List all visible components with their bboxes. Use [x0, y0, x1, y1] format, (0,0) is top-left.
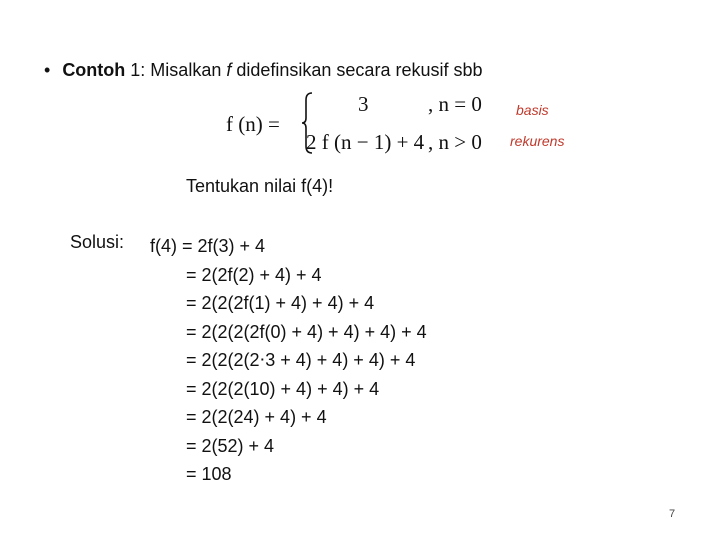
intro-bold: Contoh [62, 60, 126, 80]
solution-step: f(4) = 2f(3) + 4 [150, 236, 266, 256]
case1-condition: , n = 0 [428, 92, 482, 116]
solution-step: = 2(2(2(2f(0) + 4) + 4) + 4) + 4 [186, 321, 427, 342]
recursive-formula [226, 90, 526, 160]
intro-f: f [226, 60, 232, 80]
page-number: 7 [669, 508, 676, 520]
solution-step: = 2(2(2f(1) + 4) + 4) + 4 [186, 293, 375, 313]
case2-value: 2 f (n − 1) + 4 [306, 130, 425, 154]
solution-steps [150, 232, 427, 489]
basis-label: basis [516, 102, 549, 118]
solution-step: = 2(2f(2) + 4) + 4 [186, 264, 322, 285]
bullet-icon: • [44, 60, 51, 80]
case1-value: 3 [358, 92, 369, 116]
intro-rest: 1: Misalkan [125, 60, 227, 80]
intro-line [44, 60, 483, 81]
solution-step: = 2(2(2(2⋅3 + 4) + 4) + 4) + 4 [186, 350, 416, 370]
solution-step: = 2(2(24) + 4) + 4 [186, 407, 327, 427]
case2-condition: , n > 0 [428, 130, 482, 154]
formula-lhs: f (n) = [226, 112, 280, 136]
solution-label: Solusi: [70, 232, 125, 252]
task-text: Tentukan nilai f(4)! [186, 176, 334, 196]
solution-step: = 2(52) + 4 [186, 435, 275, 456]
intro-tail: didefinsikan secara rekusif sbb [231, 60, 483, 80]
solution-step: = 2(2(2(10) + 4) + 4) + 4 [186, 378, 380, 399]
rekurens-label: rekurens [510, 133, 565, 149]
solution-step: = 108 [186, 464, 232, 484]
